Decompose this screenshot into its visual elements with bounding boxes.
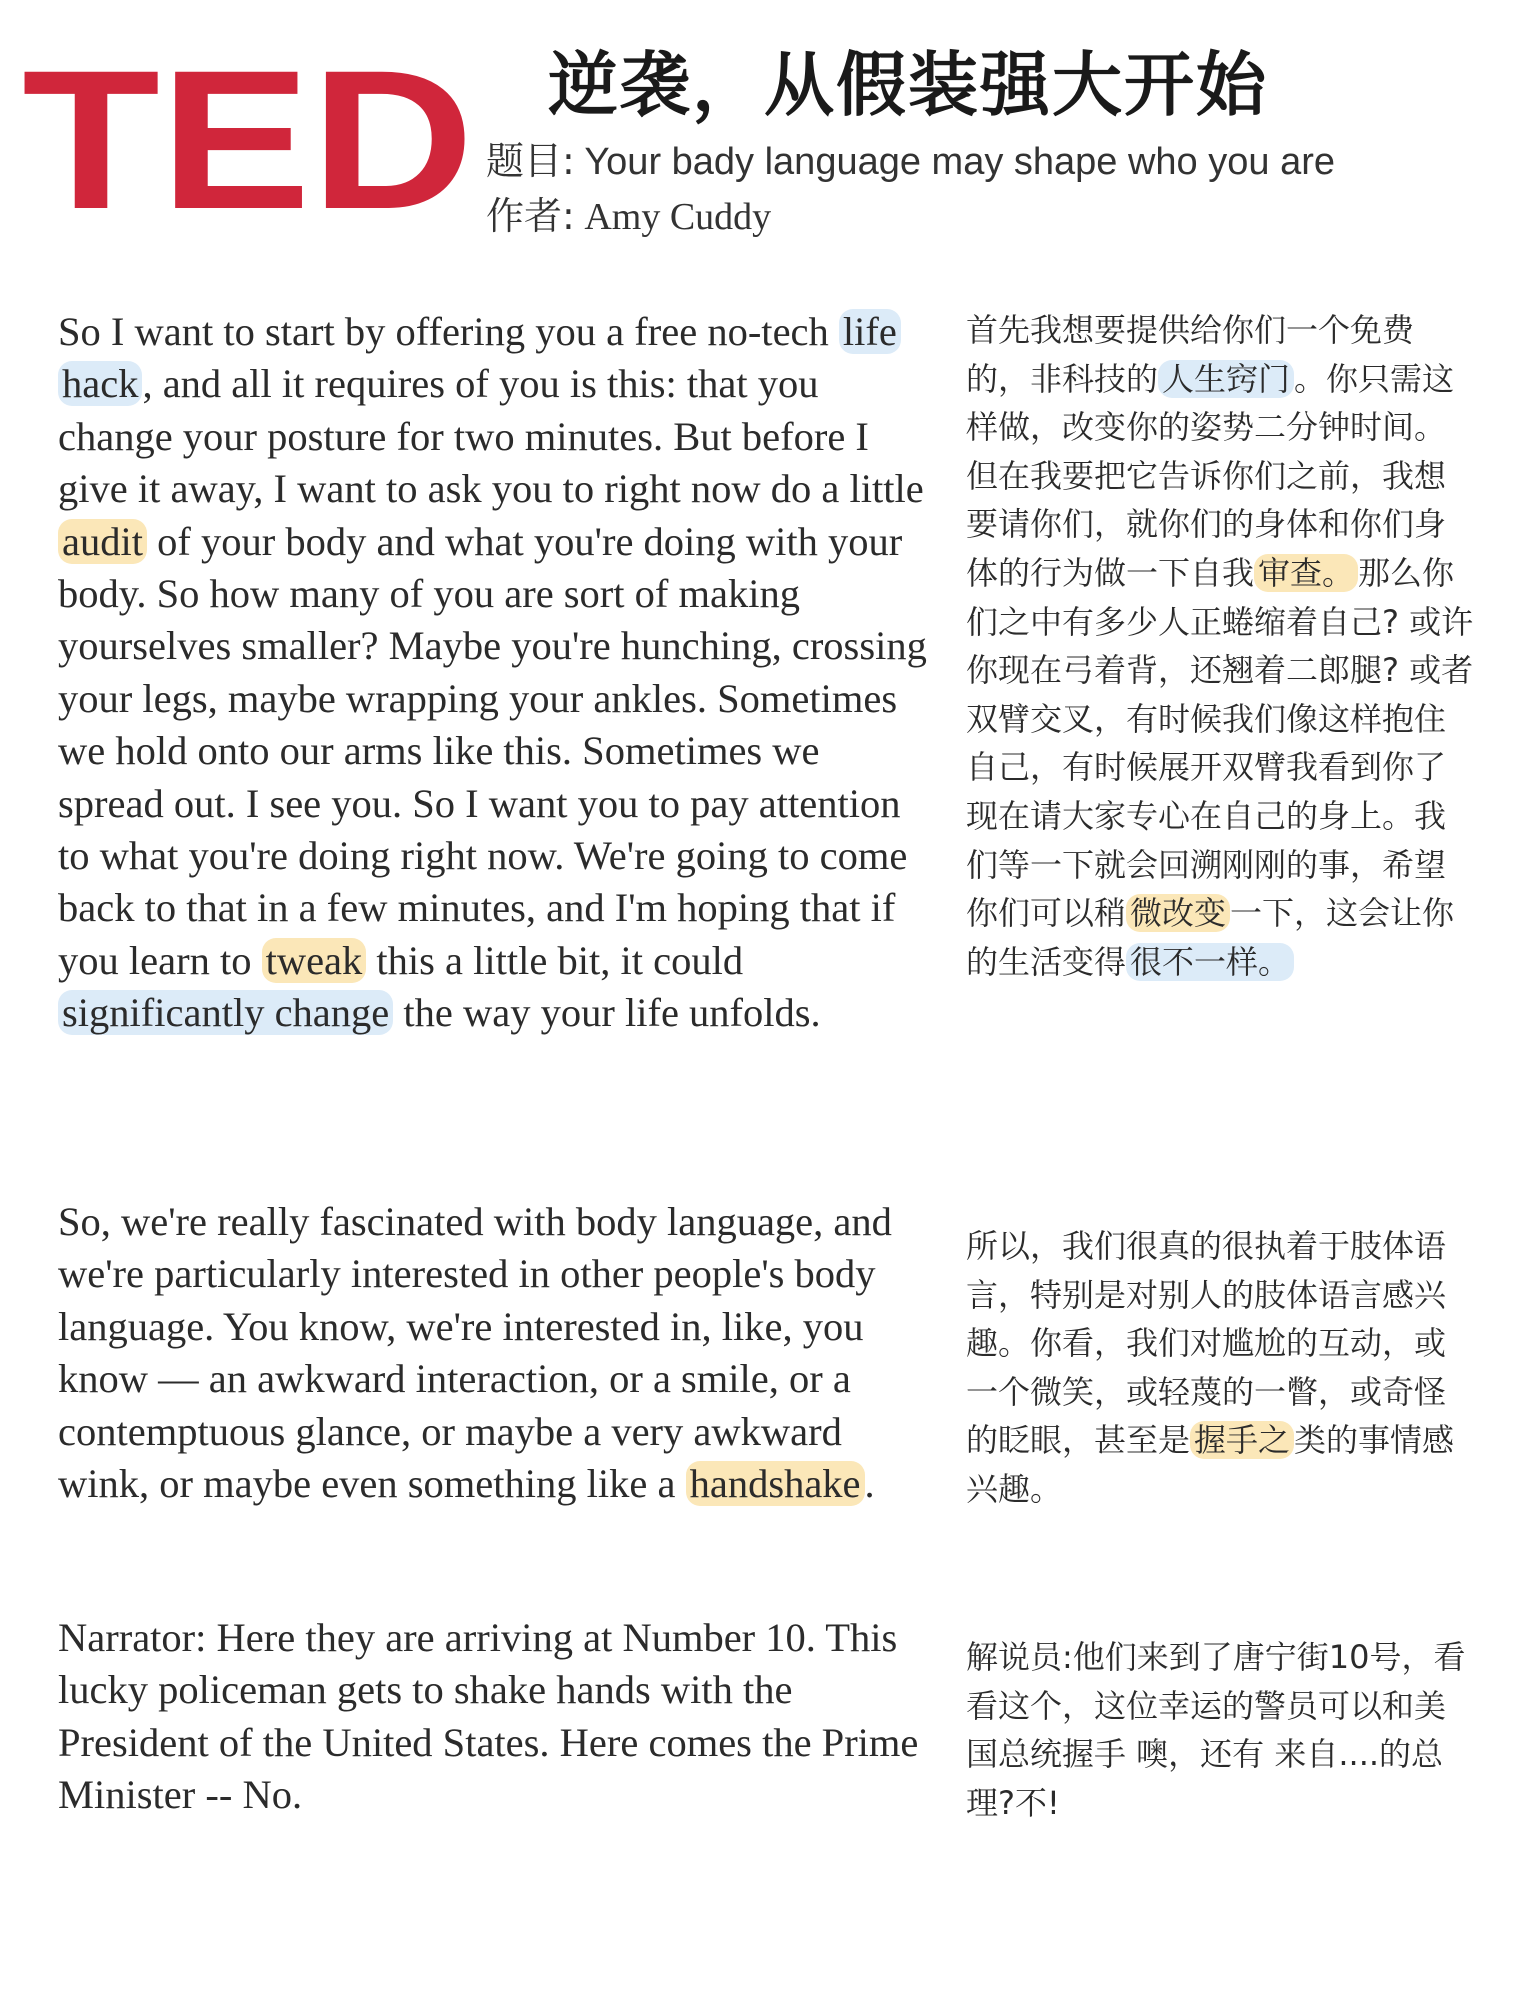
translation-line xyxy=(966,452,1526,501)
translation-line xyxy=(966,1222,1526,1271)
text-run: 你现在弓着背，还翘着二郎腿? 或者 xyxy=(966,651,1474,690)
text-run: 现在请大家专心在自己的身上。我 xyxy=(966,796,1447,835)
text-run: of your body and what you're doing with your body. So how many of you are sort of making yourselves smaller? Maybe you're hunching, crossing your legs, maybe wrapping your ankles. Sometimes we hold onto our arms like this. Sometimes we spread out. I see you. So I want you to pay attention to what you're doing right now. We're going to come back to that in a few minutes, and I'm hoping that if you learn to xyxy=(58,518,927,983)
talk-subject: Your bady language may shape who you are xyxy=(584,141,1335,183)
text-run: So I want to start by offering you a free no-tech xyxy=(58,309,839,354)
highlighted-phrase: tweak xyxy=(262,938,367,983)
text-run: 所以，我们很真的很执着于肢体语 xyxy=(966,1227,1447,1265)
author-label: 作者: xyxy=(486,194,575,238)
text-run: Narrator: Here they are arriving at Number 10. This lucky policeman gets to shake hands with the President of the United States. Here comes the Prime Minister -- No. xyxy=(58,1615,919,1818)
highlighted-phrase: audit xyxy=(58,519,147,564)
text-run: 体的行为做一下自我 xyxy=(966,553,1255,592)
text-run: 双臂交叉，有时候我们像这样抱住 xyxy=(966,699,1447,738)
text-run: 解说员:他们来到了唐宁街10号，看 xyxy=(966,1638,1466,1676)
text-run: , and all it requires of you is this: that you change your posture for two minutes. But before I give it away, I want to ask you to right now do a little xyxy=(58,361,924,512)
subject-label: 题目: xyxy=(486,139,575,183)
ted-logo-text: TED xyxy=(22,29,474,230)
translation-line xyxy=(966,792,1526,841)
ted-logo-graphic xyxy=(22,20,482,230)
text-run: 那么你 xyxy=(1358,553,1455,592)
talk-subject-line xyxy=(486,136,1335,187)
chinese-paragraph-1 xyxy=(966,306,1526,986)
text-run: 类的事情感 xyxy=(1294,1421,1455,1460)
highlighted-phrase: 很不一样。 xyxy=(1126,943,1294,981)
text-run: the way your life unfolds. xyxy=(393,990,821,1036)
english-paragraph-1 xyxy=(58,306,928,1040)
highlighted-phrase: 握手之 xyxy=(1190,1421,1294,1459)
text-run: 一下，这会让你 xyxy=(1230,894,1455,933)
translation-line xyxy=(966,500,1526,549)
translation-line xyxy=(966,938,1526,987)
translation-line xyxy=(966,1271,1526,1320)
text-run: 理?不! xyxy=(966,1783,1060,1822)
text-run: 国总统握手 噢，还有 来自....的总 xyxy=(966,1735,1444,1774)
highlighted-phrase: 人生窍门 xyxy=(1158,360,1294,398)
translation-line xyxy=(966,1730,1526,1779)
talk-author-line xyxy=(486,191,771,242)
text-run: 言，特别是对别人的肢体语言感兴 xyxy=(966,1275,1447,1314)
highlighted-phrase: significantly change xyxy=(58,990,393,1035)
translation-line xyxy=(966,743,1526,792)
translation-line xyxy=(966,889,1526,938)
translation-line xyxy=(966,1319,1526,1368)
english-paragraph-3 xyxy=(58,1612,928,1822)
english-paragraph-2 xyxy=(58,1196,928,1510)
text-run: 。你只需这 xyxy=(1294,359,1455,398)
chinese-paragraph-2 xyxy=(966,1222,1526,1514)
text-run: 一个微笑，或轻蔑的一瞥，或奇怪 xyxy=(966,1372,1447,1411)
text-run: 要请你们，就你们的身体和你们身 xyxy=(966,505,1447,544)
translation-line xyxy=(966,646,1526,695)
text-run: . xyxy=(864,1461,875,1507)
translation-line xyxy=(966,306,1526,355)
highlighted-phrase: life hack xyxy=(58,309,901,406)
translation-line xyxy=(966,1368,1526,1417)
highlighted-phrase: 微改变 xyxy=(1126,894,1230,932)
highlighted-phrase: handshake xyxy=(686,1461,865,1506)
text-run: 的眨眼，甚至是 xyxy=(966,1421,1191,1460)
translation-line xyxy=(966,841,1526,890)
text-run: 兴趣。 xyxy=(966,1469,1063,1508)
translation-line xyxy=(966,549,1526,598)
page-title: 逆袭，从假装强大开始 xyxy=(548,44,1268,126)
translation-line xyxy=(966,1465,1526,1514)
text-run: 们等一下就会回溯刚刚的事，希望 xyxy=(966,845,1447,884)
text-run: 样做，改变你的姿势二分钟时间。 xyxy=(966,408,1447,447)
translation-line xyxy=(966,1682,1526,1731)
text-run: 趣。你看，我们对尴尬的互动，或 xyxy=(966,1324,1447,1363)
translation-line xyxy=(966,598,1526,647)
text-run: 首先我想要提供给你们一个免费 xyxy=(966,311,1415,349)
text-run: 但在我要把它告诉你们之前，我想 xyxy=(966,456,1447,495)
ted-logo xyxy=(22,20,482,230)
talk-author: Amy Cuddy xyxy=(584,196,772,238)
translation-line xyxy=(966,1779,1526,1828)
text-run: this a little bit, it could xyxy=(366,937,744,983)
highlighted-phrase: 审查。 xyxy=(1254,554,1358,592)
translation-line xyxy=(966,1633,1526,1682)
text-run: 们之中有多少人正蜷缩着自己? 或许 xyxy=(966,602,1474,641)
text-run: 的生活变得 xyxy=(966,942,1127,981)
translation-line xyxy=(966,695,1526,744)
text-run: 你们可以稍 xyxy=(966,894,1127,933)
text-run: So, we're really fascinated with body language, and we're particularly interested in other people's body language. You know, we're interested in, like, you know — an awkward interaction, or a smile, or a contemptuous glance, or maybe a very awkward wink, or maybe even something like a xyxy=(58,1199,892,1507)
chinese-paragraph-3 xyxy=(966,1633,1526,1827)
text-run: 自己，有时候展开双臂我看到你了 xyxy=(966,748,1447,787)
translation-line xyxy=(966,403,1526,452)
text-run: 看这个，这位幸运的警员可以和美 xyxy=(966,1686,1447,1725)
text-run: 的，非科技的 xyxy=(966,359,1159,398)
translation-line xyxy=(966,355,1526,404)
translation-line xyxy=(966,1416,1526,1465)
